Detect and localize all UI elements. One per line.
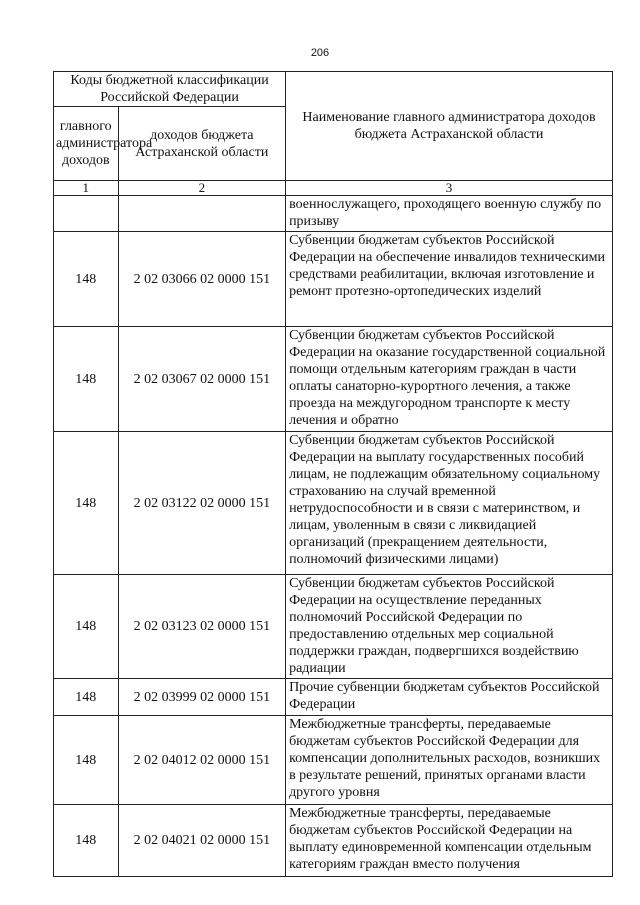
budget-classification-table: [53, 71, 613, 877]
table-row: [54, 232, 613, 327]
table-row: [54, 805, 613, 877]
column-number-2: 2: [118, 181, 286, 196]
admin-code-cell: 148: [54, 575, 119, 679]
income-code-cell: 2 02 03066 02 0000 151: [118, 232, 286, 327]
income-code-cell: 2 02 04012 02 0000 151: [118, 716, 286, 805]
income-code-header: доходов бюджета Астраханской области: [118, 107, 286, 181]
revenue-name-cell: Субвенции бюджетам субъектов Российской Федерации на оказание государственной социальной помощи отдельным категориям граждан в части оплаты санаторно-курортного лечения, а также проезда на междугородном транспорте к месту лечения и обратно: [286, 327, 613, 432]
table-row: [54, 196, 613, 232]
name-column-header: Наименование главного администратора доходов бюджета Астраханской области: [286, 72, 613, 181]
income-code-cell: 2 02 03067 02 0000 151: [118, 327, 286, 432]
admin-code-cell: 148: [54, 716, 119, 805]
table-row: [54, 575, 613, 679]
admin-code-cell: 148: [54, 432, 119, 575]
revenue-name-cell: Прочие субвенции бюджетам субъектов Российской Федерации: [286, 679, 613, 716]
admin-code-cell: 148: [54, 679, 119, 716]
column-number-3: 3: [286, 181, 613, 196]
income-code-cell: 2 02 03122 02 0000 151: [118, 432, 286, 575]
table-row: [54, 716, 613, 805]
revenue-name-cell: Межбюджетные трансферты, передаваемые бюджетам субъектов Российской Федерации на выплату единовременной компенсации отдельным категориям граждан вместо получения: [286, 805, 613, 877]
codes-group-header: Коды бюджетной классификации Российской Федерации: [54, 72, 286, 107]
table-row: [54, 327, 613, 432]
admin-code-cell: 148: [54, 232, 119, 327]
income-code-cell: 2 02 03123 02 0000 151: [118, 575, 286, 679]
admin-code-cell: 148: [54, 805, 119, 877]
page-number: 206: [310, 47, 330, 59]
income-code-cell: 2 02 04021 02 0000 151: [118, 805, 286, 877]
column-number-1: 1: [54, 181, 119, 196]
admin-code-cell: 148: [54, 327, 119, 432]
revenue-name-cell: военнослужащего, проходящего военную службу по призыву: [286, 196, 613, 232]
column-number-row: [54, 181, 613, 196]
income-code-cell: [118, 196, 286, 232]
admin-code-header: главного администратора доходов: [54, 107, 119, 181]
income-code-cell: 2 02 03999 02 0000 151: [118, 679, 286, 716]
admin-code-cell: [54, 196, 119, 232]
revenue-name-cell: Субвенции бюджетам субъектов Российской Федерации на осуществление переданных полномочий Российской Федерации по предоставлению отдельных мер социальной поддержки граждан, подвергшихся воздействию радиации: [286, 575, 613, 679]
table-row: [54, 432, 613, 575]
revenue-name-cell: Субвенции бюджетам субъектов Российской Федерации на обеспечение инвалидов техническими средствами реабилитации, включая изготовление и ремонт протезно-ортопедических изделий: [286, 232, 613, 327]
revenue-name-cell: Субвенции бюджетам субъектов Российской Федерации на выплату государственных пособий лицам, не подлежащим обязательному социальному страхованию на случай временной нетрудоспособности и в связи с материнством, и лицам, уволенным в связи с ликвидацией организаций (прекращением деятельности, полномочий физическими лицами): [286, 432, 613, 575]
table-row: [54, 679, 613, 716]
revenue-name-cell: Межбюджетные трансферты, передаваемые бюджетам субъектов Российской Федерации для компенсации дополнительных расходов, возникших в результате решений, принятых органами власти другого уровня: [286, 716, 613, 805]
